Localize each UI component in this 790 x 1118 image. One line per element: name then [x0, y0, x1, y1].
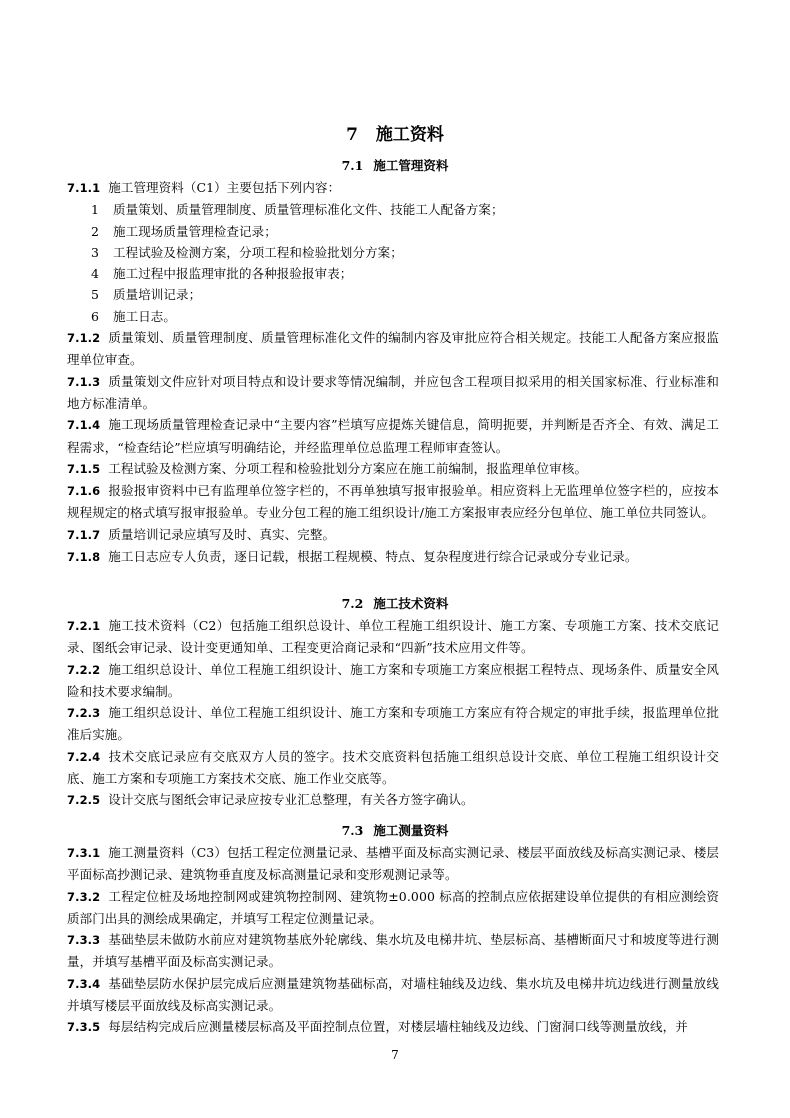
clause-7-2-5: 7.2.5 设计交底与图纸会审记录应按专业汇总整理，有关各方签字确认。	[67, 792, 474, 808]
clause-7-3-1: 7.3.1 施工测量资料（C3）包括工程定位测量记录、基槽平面及标高实测记录、楼层平面放线及标高实测记录、楼层平面标高抄测记录、建筑物垂直度及标高测量记录和变形观测记录等。	[67, 845, 719, 883]
clause-7-3-4: 7.3.4 基础垫层防水保护层完成后应测量建筑物基础标高，对墙柱轴线及边线、集水坑及电梯井坑边线进行测量放线并填写楼层平面放线及标高实测记录。	[67, 975, 719, 1014]
clause-7-2-1: 7.2.1 施工技术资料（C2）包括施工组织总设计、单位工程施工组织设计、施工方案、专项施工方案、技术交底记录、图纸会审记录、设计变更通知单、工程变更洽商记录和“四新”技术应用文件等。	[67, 618, 719, 656]
list-item: 5 质量培训记录；	[91, 287, 202, 303]
list-item: 4 施工过程中报监理审批的各种报验报审表；	[91, 266, 353, 282]
list-item: 2 施工现场质量管理检查记录；	[91, 223, 277, 239]
clause-7-1-7: 7.1.7 质量培训记录应填写及时、真实、完整。	[67, 526, 336, 542]
section-title-7-1: 7.1 施工管理资料	[341, 158, 449, 173]
section-title-7-3: 7.3 施工测量资料	[341, 823, 449, 838]
clause-7-3-5: 7.3.5 每层结构完成后应测量楼层标高及平面控制点位置，对楼层墙柱轴线及边线、门窗洞口线等测量放线，并	[67, 1019, 688, 1035]
clause-7-3-3: 7.3.3 基础垫层未做防水前应对建筑物基底外轮廓线、集水坑及电梯井坑、垫层标高、基槽断面尺寸和坡度等进行测量，并填写基槽平面及标高实测记录。	[67, 932, 719, 970]
clause-7-1-5: 7.1.5 工程试验及检测方案、分项工程和检验批划分方案应在施工前编制，报监理单位审核。	[67, 460, 588, 476]
page-number: 7	[391, 1048, 399, 1062]
section-title-7-2: 7.2 施工技术资料	[341, 596, 449, 611]
clause-7-1-4: 7.1.4 施工现场质量管理检查记录中“主要内容”栏填写应提炼关键信息，简明扼要，并判断是否齐全、有效、满足工程需求，“检查结论”栏应填写明确结论，并经监理单位总监理工程师审查签认。	[67, 417, 719, 455]
section-body-7-2	[67, 615, 719, 812]
list-item: 6 施工日志。	[91, 308, 177, 324]
chapter-title	[0, 123, 790, 147]
section-body-7-3	[67, 842, 719, 1039]
clause-7-3-2: 7.3.2 工程定位桩及场地控制网或建筑物控制网、建筑物±0.000 标高的控制点应依据建设单位提供的有相应测绘资质部门出具的测绘成果确定，并填写工程定位测量记录。	[67, 888, 719, 926]
clause-7-1-1: 7.1.1 施工管理资料（C1）主要包括下列内容：	[67, 180, 341, 195]
list-item: 1 质量策划、质量管理制度、质量管理标准化文件、技能工人配备方案；	[91, 202, 504, 218]
section-body-7-1	[67, 177, 719, 568]
clause-7-1-2: 7.1.2 质量策划、质量管理制度、质量管理标准化文件的编制内容及审批应符合相关规定。技能工人配备方案应报监理单位审查。	[67, 330, 719, 368]
clause-7-2-2: 7.2.2 施工组织总设计、单位工程施工组织设计、施工方案和专项施工方案应根据工程特点、现场条件、质量安全风险和技术要求编制。	[67, 661, 719, 699]
clause-7-2-4: 7.2.4 技术交底记录应有交底双方人员的签字。技术交底资料包括施工组织总设计交底、单位工程施工组织设计交底、施工方案和专项施工方案技术交底、施工作业交底等。	[67, 748, 719, 787]
list-item: 3 工程试验及检测方案，分项工程和检验批划分方案；	[91, 244, 403, 260]
clause-7-1-3: 7.1.3 质量策划文件应针对项目特点和设计要求等情况编制，并应包含工程项目拟采用的相关国家标准、行业标准和地方标准清单。	[67, 373, 719, 411]
chapter-title-text: 施工资料	[375, 125, 444, 145]
clause-7-2-3: 7.2.3 施工组织总设计、单位工程施工组织设计、施工方案和专项施工方案应有符合规定的审批手续，报监理单位批准后实施。	[67, 705, 719, 743]
chapter-number: 7	[346, 125, 358, 145]
clause-7-1-8: 7.1.8 施工日志应专人负责，逐日记载，根据工程规模、特点、复杂程度进行综合记录或分专业记录。	[67, 549, 638, 565]
clause-7-1-6: 7.1.6 报验报审资料中已有监理单位签字栏的，不再单独填写报审报验单。相应资料上无监理单位签字栏的，应按本规程规定的格式填写报审报验单。专业分包工程的施工组织设计/施工方案报审表应经分包单位、施工单位共同签认。	[67, 483, 719, 521]
